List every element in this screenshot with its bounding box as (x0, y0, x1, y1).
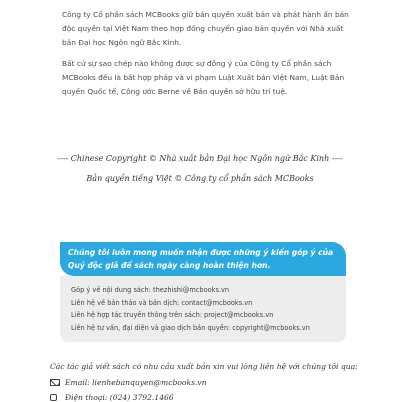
envelope-icon (50, 379, 60, 386)
chinese-copyright-line: ---- Chinese Copyright © Nhà xuất bản Đại học Ngôn ngữ Bắc Kinh ---- (57, 154, 343, 163)
contact-item-manuscript: Liên hệ về bản thảo và bản dịch: contact@mcbooks.vn (71, 298, 253, 307)
authors-contact-intro: Các tác giả viết sách có nhu cầu xuất bản xin vui lòng liên hệ với chúng tôi qua: (50, 362, 358, 371)
phone-row (50, 393, 174, 402)
feedback-banner: Chúng tôi luôn mong muốn nhận được những ý kiến góp ý của Quý độc giả để sách ngày càng hoàn thiện hơn. (60, 242, 346, 276)
copyright-paragraph-2: Bất cứ sự sao chép nào không được sự đồng ý của Công ty Cổ phần sách MCBooks đều là bất hợp pháp và vi phạm Luật Xuất bản Việt Nam, Luật Bản quyền Quốc tế, Công ước Berne về Bản quyền sở hữu trí tuệ. (62, 59, 345, 96)
contact-list (71, 284, 310, 334)
vietnamese-copyright-line: Bản quyền tiếng Việt © Công ty cổ phần sách MCBooks (86, 174, 314, 183)
contact-box (60, 276, 346, 342)
email-row (50, 378, 207, 387)
contact-item-copyright: Liên hệ tư vấn, đại diện và giao dịch bản quyền: copyright@mcbooks.vn (71, 323, 310, 332)
copyright-paragraph-1: Công ty Cổ phần sách MCBooks giữ bản quyền xuất bản và phát hành ấn bản độc quyền tại Việt Nam theo hợp đồng chuyển giao bản quyền với Nhà xuất bản Đại học Ngôn ngữ Bắc Kinh. (62, 10, 349, 47)
contact-item-media: Liên hệ hợp tác truyền thông trên sách: project@mcbooks.vn (71, 311, 274, 319)
phone-text: Điện thoại: (024) 3792.1466 (65, 393, 174, 402)
email-text: Email: lienhebanquyen@mcbooks.vn (65, 378, 207, 387)
contact-item-content-feedback: Góp ý về nội dung sách: thezhishi@mcbooks.vn (71, 286, 230, 294)
